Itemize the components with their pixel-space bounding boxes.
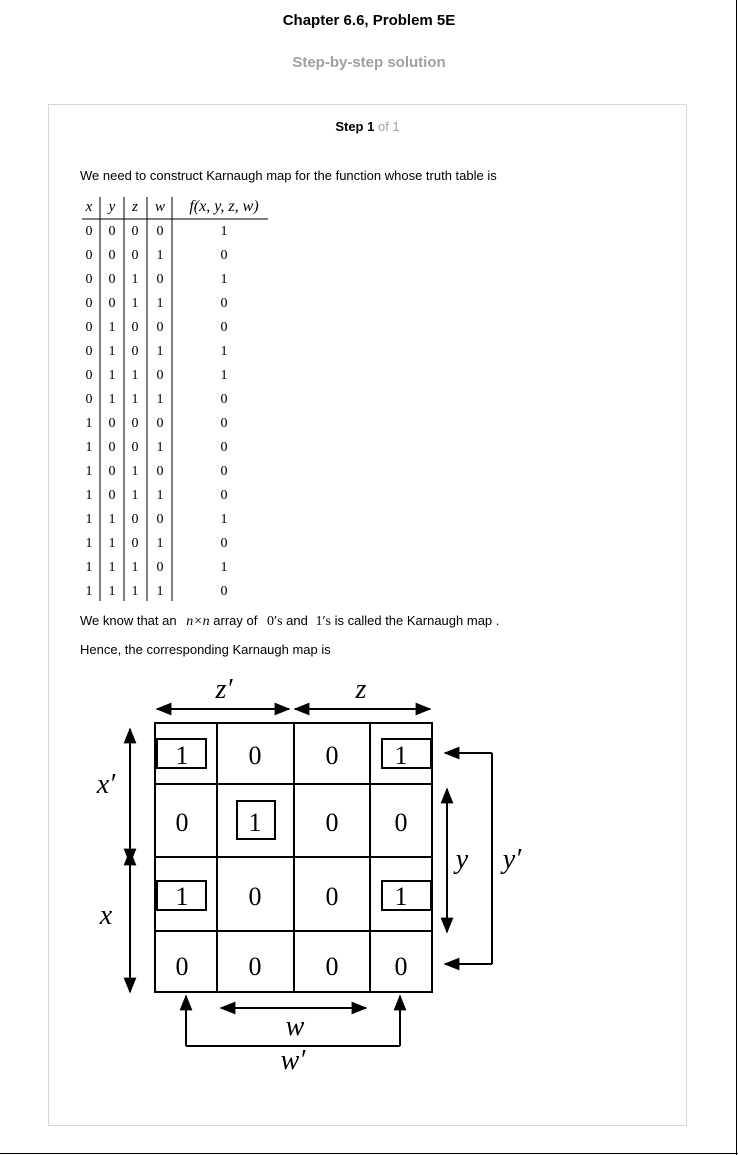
truth-table-cell: 0 xyxy=(156,512,164,527)
kmap-cell: 0 xyxy=(394,808,408,837)
kmap-cell: 0 xyxy=(325,952,339,981)
truth-table-cell: 1 xyxy=(108,536,116,551)
truth-table-cell: 0 xyxy=(220,536,228,551)
kmap-cell: 0 xyxy=(248,882,262,911)
truth-table-cell: 1 xyxy=(220,368,228,383)
truth-table-cell: 0 xyxy=(220,320,228,335)
truth-table-cell: 0 xyxy=(85,296,93,311)
truth-table-cell: 1 xyxy=(131,296,139,311)
truth-table-cell: 0 xyxy=(108,440,116,455)
definition-part4: is called the Karnaugh map . xyxy=(334,613,500,628)
truth-table-cell: 1 xyxy=(220,344,228,359)
truth-table-cell: 0 xyxy=(131,536,139,551)
kmap-cell: 0 xyxy=(325,882,339,911)
kmap-cell: 0 xyxy=(248,952,262,981)
karnaugh-map xyxy=(49,665,688,1085)
definition-text xyxy=(80,613,499,630)
truth-table-cell: 1 xyxy=(131,560,139,575)
truth-table-cell: 0 xyxy=(220,296,228,311)
truth-table-cell: 0 xyxy=(220,488,228,503)
truth-table-cell: 0 xyxy=(220,584,228,599)
truth-table-cell: 0 xyxy=(108,416,116,431)
truth-table-cell: 1 xyxy=(220,224,228,239)
truth-table-cell: 0 xyxy=(85,368,93,383)
truth-table-cell: 0 xyxy=(156,464,164,479)
step-count: of 1 xyxy=(377,119,400,134)
truth-table-cell: 0 xyxy=(108,248,116,263)
truth-table-cell: 1 xyxy=(131,584,139,599)
truth-table-cell: 0 xyxy=(108,296,116,311)
kmap-label-x-prime: x′ xyxy=(96,769,116,800)
truth-table-cell: 1 xyxy=(156,536,164,551)
chapter-title: Chapter 6.6, Problem 5E xyxy=(282,12,456,29)
truth-table-cell: 0 xyxy=(131,512,139,527)
definition-part1: We know that an xyxy=(80,613,177,628)
kmap-label-w: w xyxy=(285,1011,305,1042)
kmap-label-x: x xyxy=(99,900,113,931)
truth-table-cell: 1 xyxy=(108,368,116,383)
truth-table-cell: 0 xyxy=(220,416,228,431)
truth-table-header: w xyxy=(154,199,166,215)
truth-table-cell: 0 xyxy=(156,272,164,287)
definition-part2: array of xyxy=(213,613,258,628)
truth-table-cell: 0 xyxy=(131,320,139,335)
truth-table-cell: 1 xyxy=(131,368,139,383)
solution-card xyxy=(48,104,687,1126)
truth-table-cell: 0 xyxy=(85,224,93,239)
truth-table-header: y xyxy=(108,199,116,215)
truth-table-cell: 1 xyxy=(156,248,164,263)
truth-table-cell: 0 xyxy=(108,464,116,479)
definition-math-zeros: 0′s xyxy=(267,614,283,629)
truth-table-cell: 0 xyxy=(156,560,164,575)
truth-table-cell: 1 xyxy=(108,320,116,335)
truth-table-cell: 1 xyxy=(156,296,164,311)
kmap-label-y-prime: y′ xyxy=(502,844,522,875)
step-header xyxy=(49,119,686,134)
truth-table-cell: 0 xyxy=(85,392,93,407)
kmap-label-z-prime: z′ xyxy=(215,674,233,705)
truth-table-cell: 0 xyxy=(108,224,116,239)
truth-table-cell: 1 xyxy=(156,488,164,503)
truth-table-cell: 0 xyxy=(156,368,164,383)
truth-table-cell: 0 xyxy=(131,440,139,455)
kmap-label-y: y xyxy=(455,844,469,875)
truth-table-cell: 1 xyxy=(85,464,93,479)
truth-table-cell: 0 xyxy=(156,224,164,239)
truth-table-cell: 1 xyxy=(108,584,116,599)
truth-table-cell: 1 xyxy=(85,488,93,503)
kmap-cell: 0 xyxy=(175,952,189,981)
truth-table-header: f(x, y, z, w) xyxy=(189,198,259,215)
truth-table-cell: 0 xyxy=(156,320,164,335)
kmap-cell: 1 xyxy=(248,808,262,837)
truth-table-cell: 0 xyxy=(85,272,93,287)
page-right-border xyxy=(736,0,737,1155)
truth-table xyxy=(80,195,280,605)
truth-table-cell: 0 xyxy=(85,320,93,335)
truth-table-cell: 0 xyxy=(85,248,93,263)
kmap-label-z: z xyxy=(355,674,367,705)
definition-part3: and xyxy=(286,613,308,628)
page-bottom-border xyxy=(0,1153,738,1154)
truth-table-cell: 1 xyxy=(85,536,93,551)
truth-table-cell: 1 xyxy=(156,392,164,407)
kmap-cell: 0 xyxy=(394,952,408,981)
truth-table-cell: 1 xyxy=(108,560,116,575)
truth-table-cell: 0 xyxy=(220,248,228,263)
kmap-cell: 1 xyxy=(175,741,189,770)
truth-table-cell: 0 xyxy=(131,248,139,263)
truth-table-cell: 0 xyxy=(220,464,228,479)
kmap-cell: 1 xyxy=(175,882,189,911)
truth-table-cell: 1 xyxy=(85,416,93,431)
truth-table-cell: 1 xyxy=(131,392,139,407)
kmap-cell: 0 xyxy=(325,808,339,837)
solution-subtitle: Step-by-step solution xyxy=(292,54,446,71)
truth-table-cell: 1 xyxy=(220,272,228,287)
truth-table-cell: 0 xyxy=(131,224,139,239)
kmap-cell: 1 xyxy=(394,882,408,911)
kmap-label-w-prime: w′ xyxy=(280,1045,306,1076)
kmap-cell: 0 xyxy=(175,808,189,837)
definition-math-nxn: n×n xyxy=(186,614,210,629)
truth-table-cell: 1 xyxy=(108,344,116,359)
truth-table-cell: 1 xyxy=(220,512,228,527)
hence-text: Hence, the corresponding Karnaugh map is xyxy=(80,642,331,657)
truth-table-cell: 1 xyxy=(220,560,228,575)
kmap-cell: 0 xyxy=(248,741,262,770)
truth-table-cell: 1 xyxy=(156,584,164,599)
truth-table-cell: 1 xyxy=(85,512,93,527)
definition-math-ones: 1′s xyxy=(315,614,331,629)
truth-table-cell: 0 xyxy=(220,440,228,455)
truth-table-cell: 0 xyxy=(108,488,116,503)
truth-table-cell: 0 xyxy=(156,416,164,431)
truth-table-cell: 0 xyxy=(131,416,139,431)
truth-table-cell: 0 xyxy=(85,344,93,359)
truth-table-cell: 1 xyxy=(85,440,93,455)
truth-table-cell: 1 xyxy=(156,344,164,359)
truth-table-cell: 1 xyxy=(108,512,116,527)
truth-table-cell: 1 xyxy=(131,464,139,479)
truth-table-cell: 1 xyxy=(85,560,93,575)
truth-table-cell: 0 xyxy=(220,392,228,407)
intro-text: We need to construct Karnaugh map for the function whose truth table is xyxy=(80,168,497,183)
truth-table-cell: 1 xyxy=(108,392,116,407)
truth-table-cell: 1 xyxy=(85,584,93,599)
truth-table-cell: 0 xyxy=(131,344,139,359)
truth-table-header: z xyxy=(132,199,138,215)
kmap-cell: 0 xyxy=(325,741,339,770)
kmap-cell: 1 xyxy=(394,741,408,770)
truth-table-header: x xyxy=(85,199,93,215)
step-label: Step 1 xyxy=(335,119,375,134)
truth-table-cell: 1 xyxy=(131,488,139,503)
truth-table-cell: 1 xyxy=(156,440,164,455)
truth-table-cell: 0 xyxy=(108,272,116,287)
truth-table-cell: 1 xyxy=(131,272,139,287)
